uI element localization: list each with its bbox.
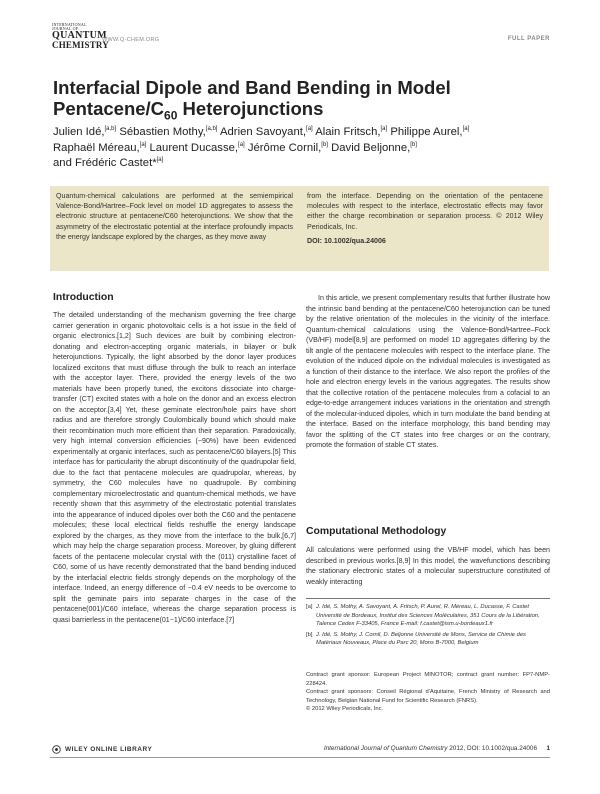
title-line1: Interfacial Dipole and Band Bending in Model [53,77,451,98]
page-number: 1 [546,745,550,752]
introduction-body [53,310,296,625]
author: Raphaël Méreau, [53,141,140,154]
methods-text: All calculations were performed using the VB/HF model, which has been described in previous works.[8,9] In this model, the wavefunctions describing the stationary electronic states of a molecular superstructure constituted of weakly interacting [306,546,550,586]
author: Jérôme Cornil, [244,141,322,154]
author: Adrien Savoyant, [217,126,307,138]
introduction-text: The detailed understanding of the mechanism governing the free charge carrier generation in organic photovoltaic cells is a hot issue in the field of organic electronics.[1,2] Such devices are built by combining electron-donating and electron-accepting organic materials, in bilayer or bulk heterojunctions. Typically, the light absorbed by the donor layer produces localized excitons that must diffuse through the bulk to reach an interface with the acceptor layer. There, provided the energy levels of the two materials have been properly tuned, the excitons dissociate into charge-transfer (CT) excited states with a hole on the donor and an excess electron on the acceptor.[3,4] Yet, these geminate electron/hole pairs have short radius and are therefore strongly Coulombically bound which should make their recombination much more efficient than their separation. Paradoxically, very high internal conversion efficiencies (~90%) have been evidenced experimentally at organic interfaces, such as pentacene/C60 bilayers.[5] This interface has for particularity the abrupt discontinuity of the quadrupolar field, due to the fact that pentacene molecules are quadrupolar, whereas, by symmetry, the C60 molecules have no quadrupole. By combining complementary microelectrostatic and quantum-chemical methods, we have recently shown that this asymmetry of the electrostatic potential translates into the appearance of induced dipoles over both the C60 and the pentacene molecules; these local electrical fields reshuffle the energy landscape explored by the charges, as they move from the interface to the bulk,[6,7] which may help the charge separation process. Moreover, by gluing different facets of the pentacene molecular crystal with the (011) crystalline facet of C60, some of us have recently demonstrated that the band bending induced by the interfacial electric fields strongly depends on the morphology of the interface. Indeed, an energy difference of ~0.4 eV needs to be overcome to split the geminate pairs into separate charges in the case of the pentacene(001)/C60 inteface, whereas the charge separation process is quasi barrierless in the pentacene(01−1)/C60 interface.[7] [53,311,296,624]
publisher-logo[interactable] [52,745,152,754]
affiliation-b: [b] J. Idé, S. Mothy, J. Cornil, D. Beljonne Université de Mons, Service de Chimie des Matériaux Nouveaux, Place du Parc 20, Mons B-7000, Belgium [306,631,526,647]
paper-title [53,77,553,123]
journal-citation [324,745,537,752]
author: Julien Idé, [53,126,105,138]
introduction-heading: Introduction [53,292,114,303]
footer-divider [50,757,550,758]
grant-line: Contract grant sponsor: European Project MINOTOR; contract grant number: FP7-NMP-228424. [306,672,550,687]
methods-heading: Computational Methodology [306,526,447,537]
author: Laurent Ducasse, [146,141,239,154]
author: Alain Fritsch, [312,126,381,138]
journal-logo [52,22,109,50]
grant-line: Contract grant sponsors: Conseil Régional d'Aquitaine, French Ministry of Research and Technology, Belgian National Fund for Scientific Research (FNRS). [306,689,550,704]
grant-info [306,671,550,714]
journal-name: International Journal of Quantum Chemistry [323,745,448,752]
abstract-box [50,186,549,271]
footnote-divider [306,598,550,599]
abstract-left: Quantum-chemical calculations are performed at the semiempirical Valence-Bond/Hartree–Fock level on model 1D aggregates to assess the electronic structure at pentacene/C60 heterojunctions. We show that the asymmetry of the electrostatic potential at the interface profoundly impacts the energy landscape explored by the charges, as they move away [56,192,293,241]
author: Philippe Aurel, [387,126,463,138]
wiley-icon [52,745,61,754]
section-label: FULL PAPER [507,36,550,42]
logo-line3: CHEMISTRY [52,40,109,50]
right-column-intro [306,293,550,451]
right-column-paragraph: In this article, we present complementary results that further illustrate how the intrinsic band bending at the pentacene/C60 heterojunction can be tuned by the relative orientation of the molecules in the vicinity of the interface. Quantum-chemical calculations using the Valence-Bond/Hartree–Fock (VB/HF) model[8,9] are performed on model 1D aggregates differing by the tilt angle of the pentacene molecules with respect to the interface plane. The evolution of the induced dipole on the individual molecules is investigated as a function of their distance to the interface. We also report the profiles of the hole and electron energy levels in the various aggregates. The results show that the collective rotation of the pentacene molecules from a cofacial to an edge-to-edge arrangement induces variations in the orientation and strength of the molecular-induced dipoles, which in turn modulate the band bending at the interface. Based on the interface morphology, this band bending may favor the splitting of the CT states into free charges or on the contrary, promote the formation of stable CT states. [306,294,550,449]
author: and Frédéric Castet* [53,157,157,169]
journal-website[interactable]: WWW.Q-CHEM.ORG [102,37,160,43]
abstract-right [307,191,543,246]
journal-year-doi: 2012, DOI: 10.1002/qua.24006 [447,745,537,752]
affiliations [306,603,550,650]
copyright: © 2012 Wiley Periodicals, Inc. [306,706,384,713]
logo-line2: QUANTUM [52,30,107,41]
title-line2: Pentacene/$C_{60}$ Heterojunctions [53,98,324,123]
author: David Beljonne, [327,141,411,154]
abstract-right-text: from the interface. Depending on the orientation of the pentacene molecules with respect to the interface, electrostatic effects may favor either the charge recombination or separation process. © 2012 Wiley Periodicals, Inc. [307,192,543,231]
publisher-name: WILEY ONLINE LIBRARY [65,746,153,753]
methods-body [306,545,550,587]
author: Sébastien Mothy, [116,126,206,138]
logo-line1: INTERNATIONAL JOURNAL OF [52,22,87,31]
affiliation-a: [a] J. Idé, S. Mothy, A. Savoyant, A. Fritsch, P. Aurel, R. Méreau, L. Ducasse, F. Castet Université de Bordeaux, Institut des Sciences Moléculaires, 351 Cours de la Libération, Talence Cedex F-33405, France E-mail: f.castet@ism.u-bordeaux1.fr [306,604,540,628]
author-list: Julien Idé,[a,b] Sébastien Mothy,[a,b] Adrien Savoyant,[a] Alain Fritsch,[a] Philippe Aurel,[a] Raphaël Méreau,[a] Laurent Ducasse,[a] Jérôme Cornil,[b] David Beljonne,[b] and Frédéric Castet*[a] [53,126,470,169]
doi[interactable]: DOI: 10.1002/qua.24006 [307,236,386,245]
